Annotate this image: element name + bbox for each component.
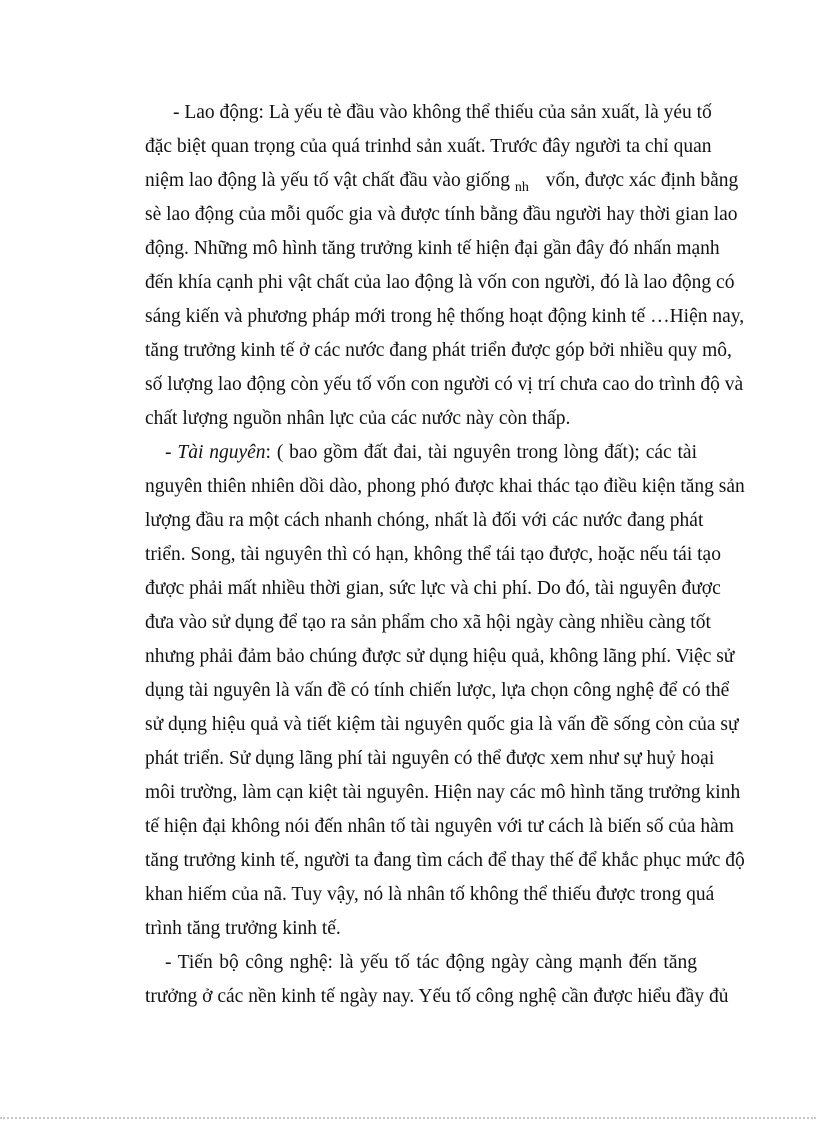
text-line: chất lượng nguồn nhân lực của các nước này còn thấp. xyxy=(145,408,571,429)
subscript-text: nh xyxy=(514,180,529,195)
text-line: động. Những mô hình tăng trưởng kinh tế hiện đại gần đây đó nhấn mạnh xyxy=(145,238,720,259)
text-line xyxy=(145,164,739,198)
page-bottom-border xyxy=(0,1117,816,1119)
text-line: đưa vào sử dụng để tạo ra sản phẩm cho xã hội ngày càng nhiều càng tốt xyxy=(145,612,711,633)
text-line: môi trường, làm cạn kiệt tài nguyên. Hiện nay các mô hình tăng trưởng kinh xyxy=(145,782,741,803)
text-line: triển. Song, tài nguyên thì có hạn, không thể tái tạo được, hoặc nếu tái tạo xyxy=(145,544,721,565)
text-line: trưởng ở các nền kinh tế ngày nay. Yếu tố công nghệ cần được hiểu đầy đủ xyxy=(145,986,729,1007)
text-line: tế hiện đại không nói đến nhân tố tài nguyên với tư cách là biến số của hàm xyxy=(145,816,734,837)
text-line: - Lao động: Là yếu tè đầu vào không thể thiếu của sản xuất, là yéu tố xyxy=(173,102,712,123)
text-line: lượng đầu ra một cách nhanh chóng, nhất là đối với các nước đang phát xyxy=(145,510,704,531)
text-line: sè lao động của mỗi quốc gia và được tính bằng đầu người hay thời gian lao xyxy=(145,204,738,225)
text-line: đặc biệt quan trọng của quá trinhd sản xuất. Trước đây người ta chỉ quan xyxy=(145,136,712,157)
text-line: tăng trưởng kinh tế, người ta đang tìm cách để thay thế để khắc phục mức độ xyxy=(145,850,745,871)
text-line: trình tăng trưởng kinh tế. xyxy=(145,918,341,939)
text-line: khan hiếm của nã. Tuy vậy, nó là nhân tố không thể thiếu được trong quá xyxy=(145,884,715,905)
text-line: - Tiến bộ công nghệ: là yếu tố tác động ngày càng mạnh đến tăng xyxy=(165,952,697,973)
text-line: đến khía cạnh phi vật chất của lao động là vốn con người, đó là lao động có xyxy=(145,272,735,293)
text-line: sử dụng hiệu quả và tiết kiệm tài nguyên quốc gia là vấn đề sống còn của sự xyxy=(145,714,739,735)
text-line: được phải mất nhiều thời gian, sức lực và chi phí. Do đó, tài nguyên được xyxy=(145,578,721,599)
text-line: dụng tài nguyên là vấn đề có tính chiến lược, lựa chọn công nghệ để có thể xyxy=(145,680,730,701)
text-segment: niệm lao động là yếu tố vật chất đầu vào giống xyxy=(145,170,510,191)
text-line: tăng trưởng kinh tế ở các nước đang phát triển được góp bởi nhiều quy mô, xyxy=(145,340,732,361)
italic-term: Tài nguyên xyxy=(177,442,266,463)
text-segment: : ( bao gồm đất đai, tài nguyên trong lòng đất); các tài xyxy=(265,442,698,463)
text-line: sáng kiến và phương pháp mới trong hệ thống hoạt động kinh tế …Hiện nay, xyxy=(145,306,745,327)
text-line: phát triển. Sử dụng lãng phí tài nguyên có thể được xem như sự huỷ hoại xyxy=(145,748,715,769)
document-body xyxy=(145,96,745,1014)
text-line xyxy=(145,436,697,470)
text-segment: vốn, được xác định bằng xyxy=(545,170,739,191)
text-segment: - xyxy=(165,442,178,463)
text-line: số lượng lao động còn yếu tố vốn con người có vị trí chưa cao do trình độ và xyxy=(145,374,744,395)
text-line: nhưng phải đảm bảo chúng được sử dụng hiệu quả, không lãng phí. Việc sử xyxy=(145,646,735,667)
text-line: nguyên thiên nhiên dồi dào, phong phó được khai thác tạo điều kiện tăng sản xyxy=(145,476,745,497)
